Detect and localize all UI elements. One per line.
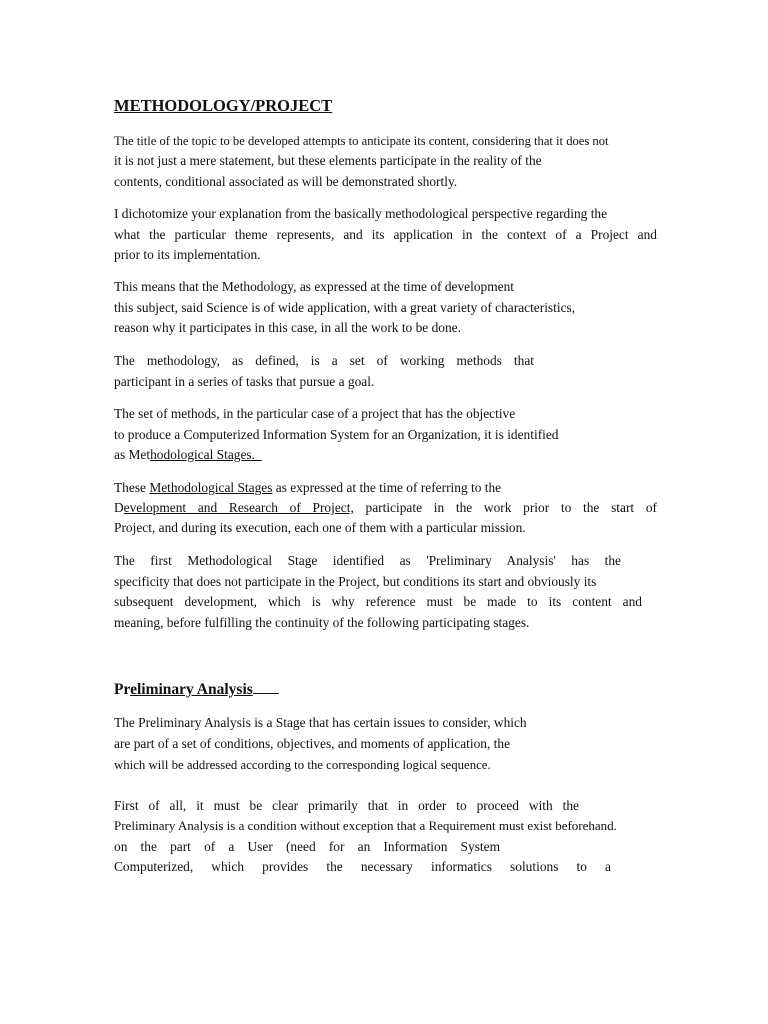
paragraph-1-line-2: it is not just a mere statement, but these elements participate in the reality of the	[114, 153, 542, 168]
paragraph-9-line-4: Computerized, which provides the necessary informatics solutions to a	[114, 859, 611, 874]
methodological-stages-prefix: as Met	[114, 447, 151, 462]
methodological-stages-link: hodological Stages.	[150, 447, 255, 462]
paragraph-7-line-1: The first Methodological Stage identified as 'Preliminary Analysis' has the	[114, 553, 621, 568]
section-heading	[114, 679, 279, 699]
paragraph-3-line-1: This means that the Methodology, as expressed at the time of development	[114, 279, 515, 294]
paragraph-1-line-3: contents, conditional associated as will be demonstrated shortly.	[114, 174, 458, 189]
paragraph-8-line-1: The Preliminary Analysis is a Stage that has certain issues to consider, which	[114, 715, 527, 730]
paragraph-3-line-3: reason why it participates in this case, in all the work to be done.	[114, 320, 461, 335]
methodological-stages-underline-tail	[255, 447, 262, 462]
paragraph-9-line-2: Preliminary Analysis is a condition without exception that a Requirement must exist beforehand.	[114, 818, 617, 833]
paragraph-6-line-2	[114, 499, 657, 517]
paragraph-7-line-3: subsequent development, which is why reference must be made to its content and	[114, 594, 642, 609]
paragraph-5-line-3	[114, 446, 262, 464]
methodological-stages-underlined: Methodological Stages	[149, 480, 273, 495]
paragraph-5-line-1: The set of methods, in the particular case of a project that has the objective	[114, 406, 516, 421]
paragraph-2-line-3: prior to its implementation.	[114, 247, 261, 262]
paragraph-1-line-1: The title of the topic to be developed attempts to anticipate its content, considering that it does not	[114, 134, 609, 148]
section-heading-underlined: eliminary Analysis	[130, 681, 253, 698]
paragraph-6-line-3: Project, and during its execution, each one of them with a particular mission.	[114, 520, 526, 535]
paragraph-6-text-d: D	[114, 500, 124, 515]
paragraph-6-text-c: as expressed at the time of referring to the	[272, 480, 502, 495]
paragraph-7-line-4: meaning, before fulfilling the continuity of the following participating stages.	[114, 615, 530, 630]
paragraph-4-line-2: participant in a series of tasks that pursue a goal.	[114, 374, 375, 389]
paragraph-8-line-2: are part of a set of conditions, objectives, and moments of application, the	[114, 736, 511, 751]
paragraph-6-text-a: These	[114, 480, 150, 495]
page-title: METHODOLOGY/PROJECT	[114, 96, 333, 115]
paragraph-7-line-2: specificity that does not participate in the Project, but conditions its start and obviously its	[114, 574, 597, 589]
paragraph-2-line-2: what the particular theme represents, and its application in the context of a Project and	[114, 227, 657, 242]
paragraph-8-line-3: which will be addressed according to the corresponding logical sequence.	[114, 758, 491, 772]
section-heading-underline-tail	[253, 679, 279, 694]
paragraph-9-line-1: First of all, it must be clear primarily that in order to proceed with the	[114, 798, 579, 813]
section-heading-prefix: Pr	[114, 681, 131, 698]
paragraph-4-line-1: The methodology, as defined, is a set of working methods that	[114, 353, 534, 368]
paragraph-9-line-3: on the part of a User (need for an Information System	[114, 839, 500, 854]
paragraph-2-line-1: I dichotomize your explanation from the basically methodological perspective regarding the	[114, 206, 608, 221]
paragraph-5-line-2: to produce a Computerized Information System for an Organization, it is identified	[114, 427, 559, 442]
paragraph-6-text-e: participate in the work prior to the start of	[353, 500, 657, 515]
paragraph-6-line-1	[114, 479, 501, 497]
development-research-underlined: evelopment and Research of Project,	[123, 500, 354, 515]
paragraph-3-line-2: this subject, said Science is of wide application, with a great variety of characteristics,	[114, 300, 576, 315]
